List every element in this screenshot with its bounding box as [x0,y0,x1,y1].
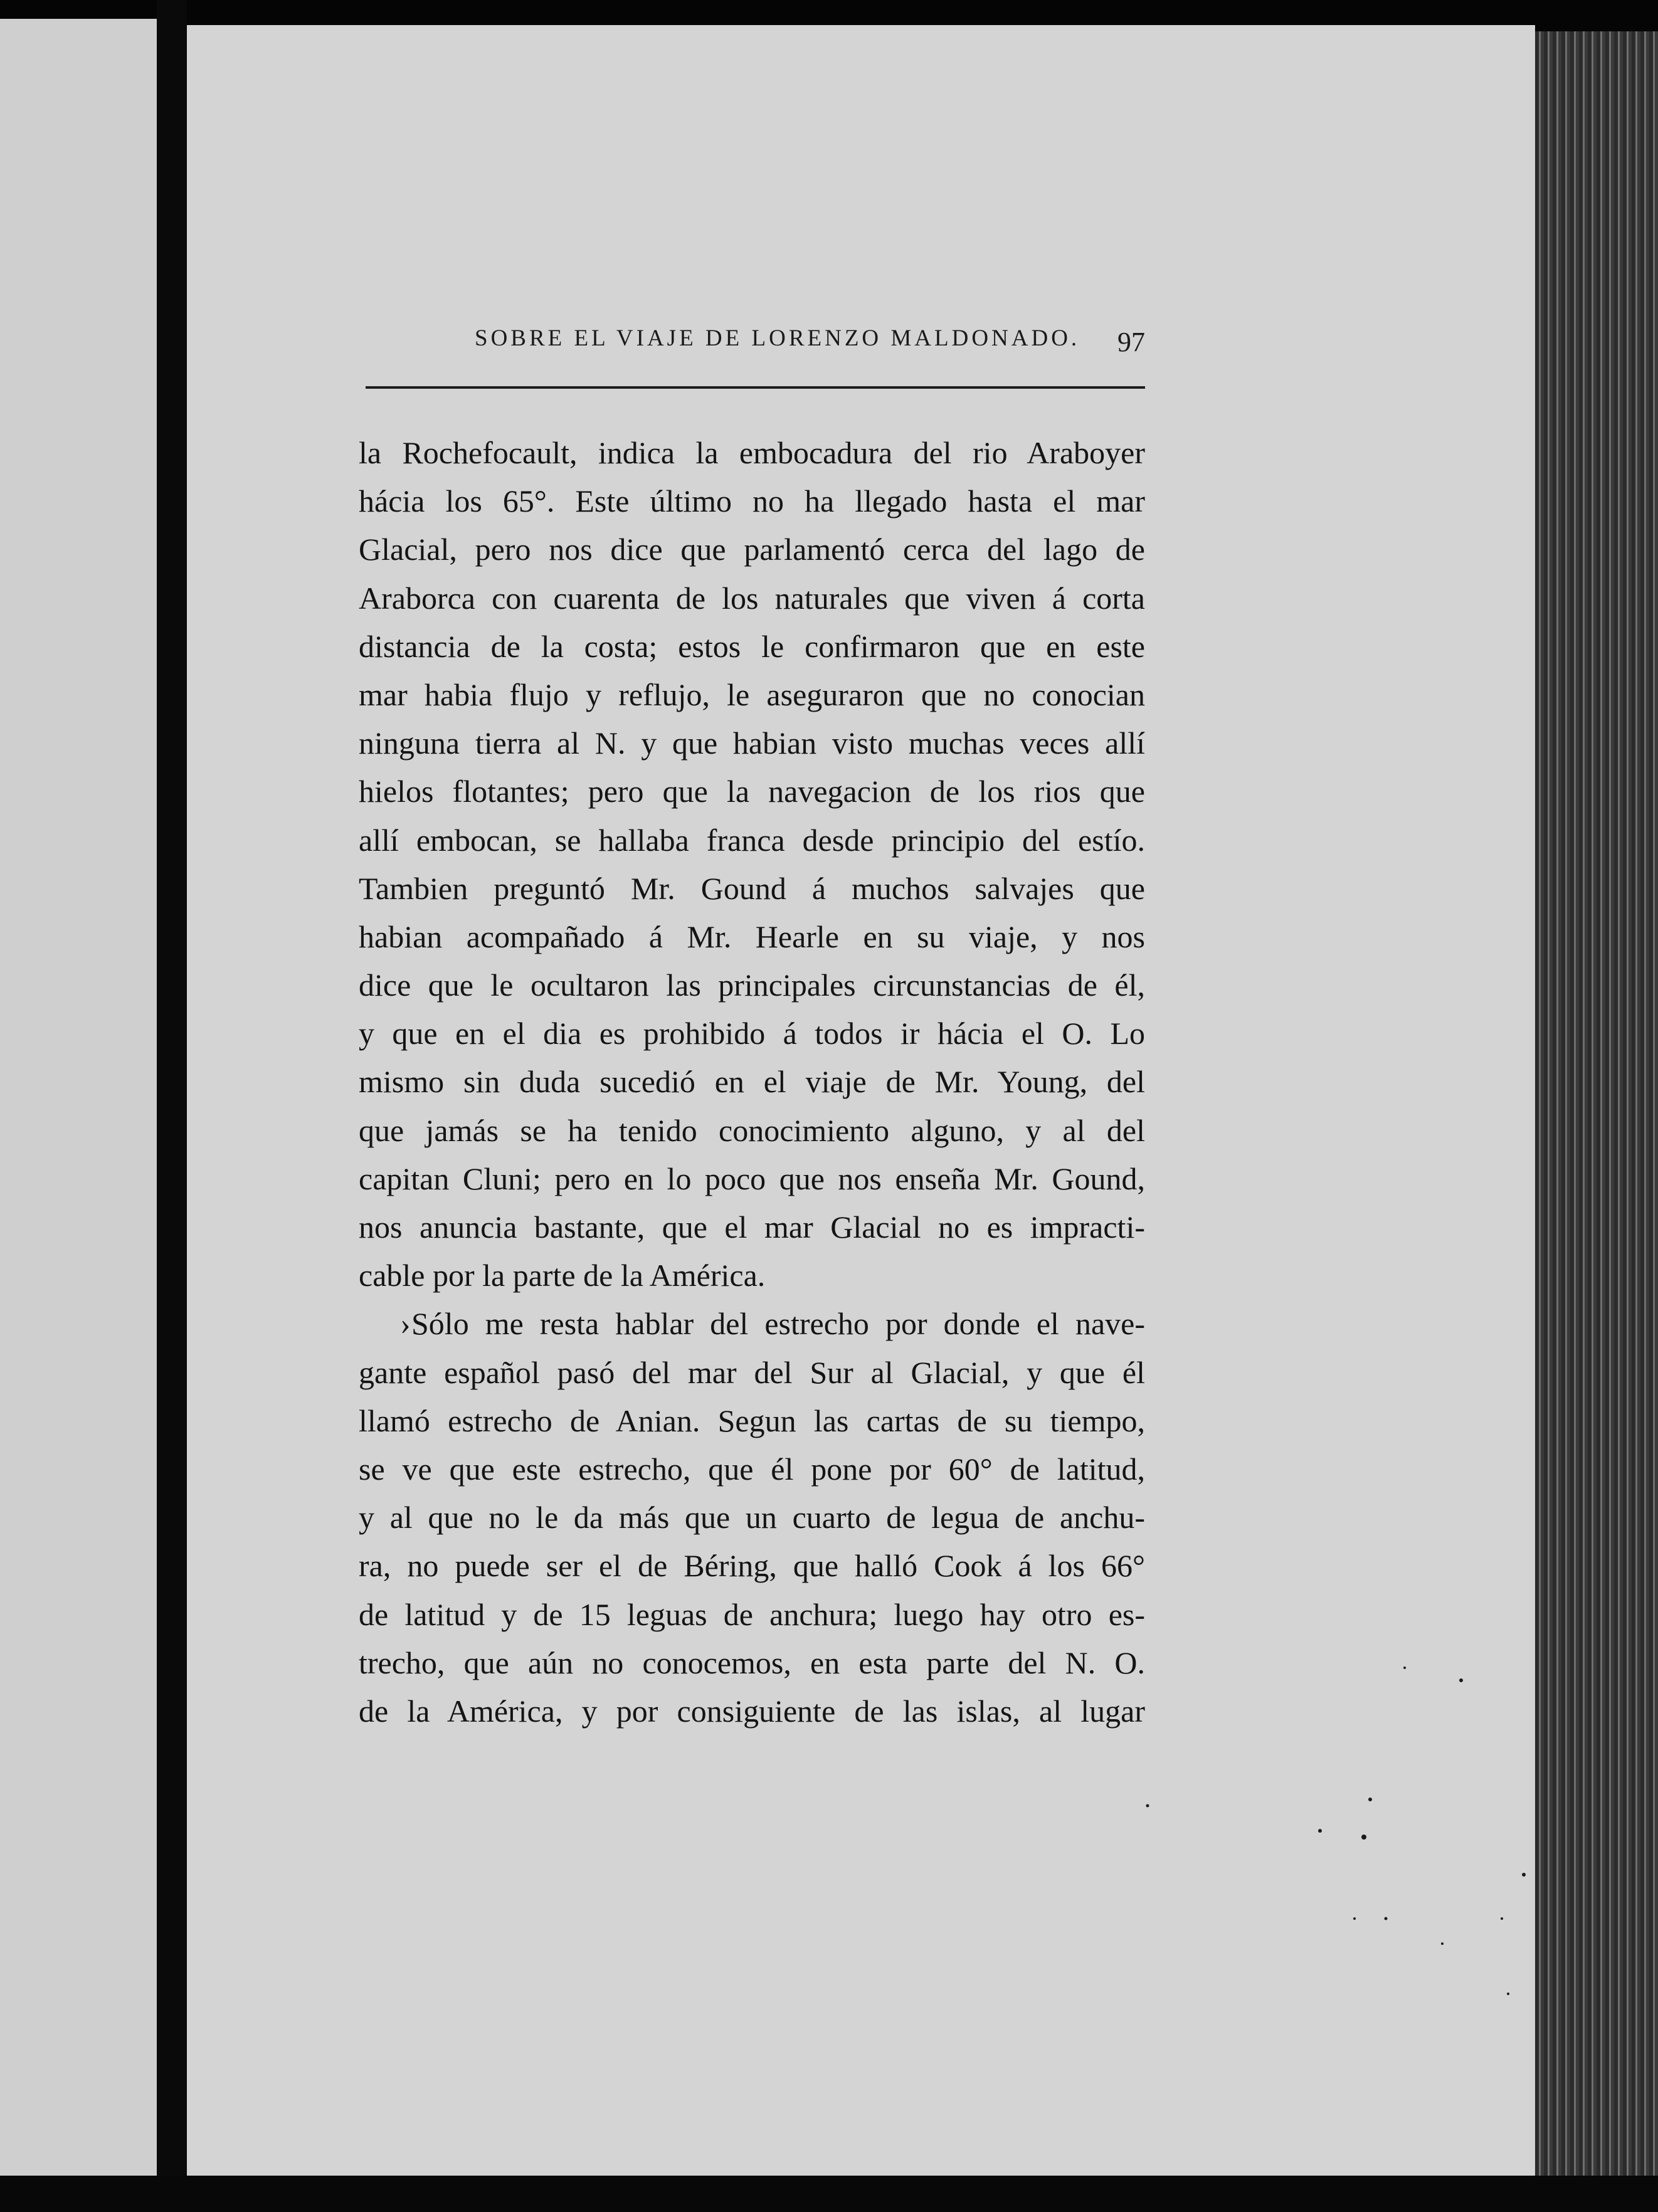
running-head: SOBRE EL VIAJE DE LORENZO MALDONADO. [475,325,1080,351]
left-page-edge [0,19,157,2176]
text-line: Araborca con cuarenta de los naturales que viven á corta [359,580,1145,616]
text-line: trecho, que aún no conocemos, en esta parte del N. O. [359,1645,1145,1680]
text-line: distancia de la costa; estos le confirmaron que en este [359,628,1145,664]
text-line: mismo sin duda sucedió en el viaje de Mr. Young, del [359,1064,1145,1100]
text-line: allí embocan, se hallaba franca desde principio del estío. [359,822,1145,858]
paragraph-first-line [359,1300,1145,1348]
text-line: cable por la parte de la América. [359,1258,766,1293]
text-line: ra, no puede ser el de Béring, que halló Cook á los 66° [359,1548,1145,1584]
body-text [359,429,1145,1735]
text-line: Tambien preguntó Mr. Gound á muchos salvajes que [359,870,1145,906]
text-line: la Rochefocault, indica la embocadura del rio Araboyer [359,435,1145,470]
text-line: y al que no le da más que un cuarto de legua de anchu- [359,1500,1145,1535]
text-line: Sólo me resta hablar del estrecho por donde el nave- [411,1306,1145,1342]
text-line: habian acompañado á Mr. Hearle en su viaje, y nos [359,919,1145,954]
text-line: se ve que este estrecho, que él pone por 60° de latitud, [359,1451,1145,1487]
text-line: de la América, y por consiguiente de las islas, al lugar [359,1693,1145,1729]
book-gutter [157,0,187,2212]
paragraph-mark: › [400,1306,411,1342]
page-number: 97 [1117,327,1145,357]
text-line: capitan Cluni; pero en lo poco que nos enseña Mr. Gound, [359,1161,1145,1196]
text-line: hielos flotantes; pero que la navegacion de los rios que [359,774,1145,809]
text-line: Glacial, pero nos dice que parlamentó cerca del lago de [359,532,1145,567]
text-line: hácia los 65°. Este último no ha llegado hasta el mar [359,483,1145,519]
text-line: de latitud y de 15 leguas de anchura; luego hay otro es- [359,1596,1145,1632]
header-rule [366,386,1145,389]
text-line: gante español pasó del mar del Sur al Glacial, y que él [359,1354,1145,1390]
scan-bottom-border [0,2176,1658,2212]
page-stack-edge [1535,31,1658,2176]
text-line: que jamás se ha tenido conocimiento alguno, y al del [359,1112,1145,1148]
text-line: dice que le ocultaron las principales circunstancias de él, [359,967,1145,1003]
text-line: y que en el dia es prohibido á todos ir hácia el O. Lo [359,1016,1145,1051]
text-line: nos anuncia bastante, que el mar Glacial no es impracti- [359,1209,1145,1245]
text-line: llamó estrecho de Anian. Segun las cartas de su tiempo, [359,1403,1145,1438]
text-line: ninguna tierra al N. y que habian visto muchas veces allí [359,725,1145,761]
text-line: mar habia flujo y reflujo, le aseguraron que no conocian [359,677,1145,712]
